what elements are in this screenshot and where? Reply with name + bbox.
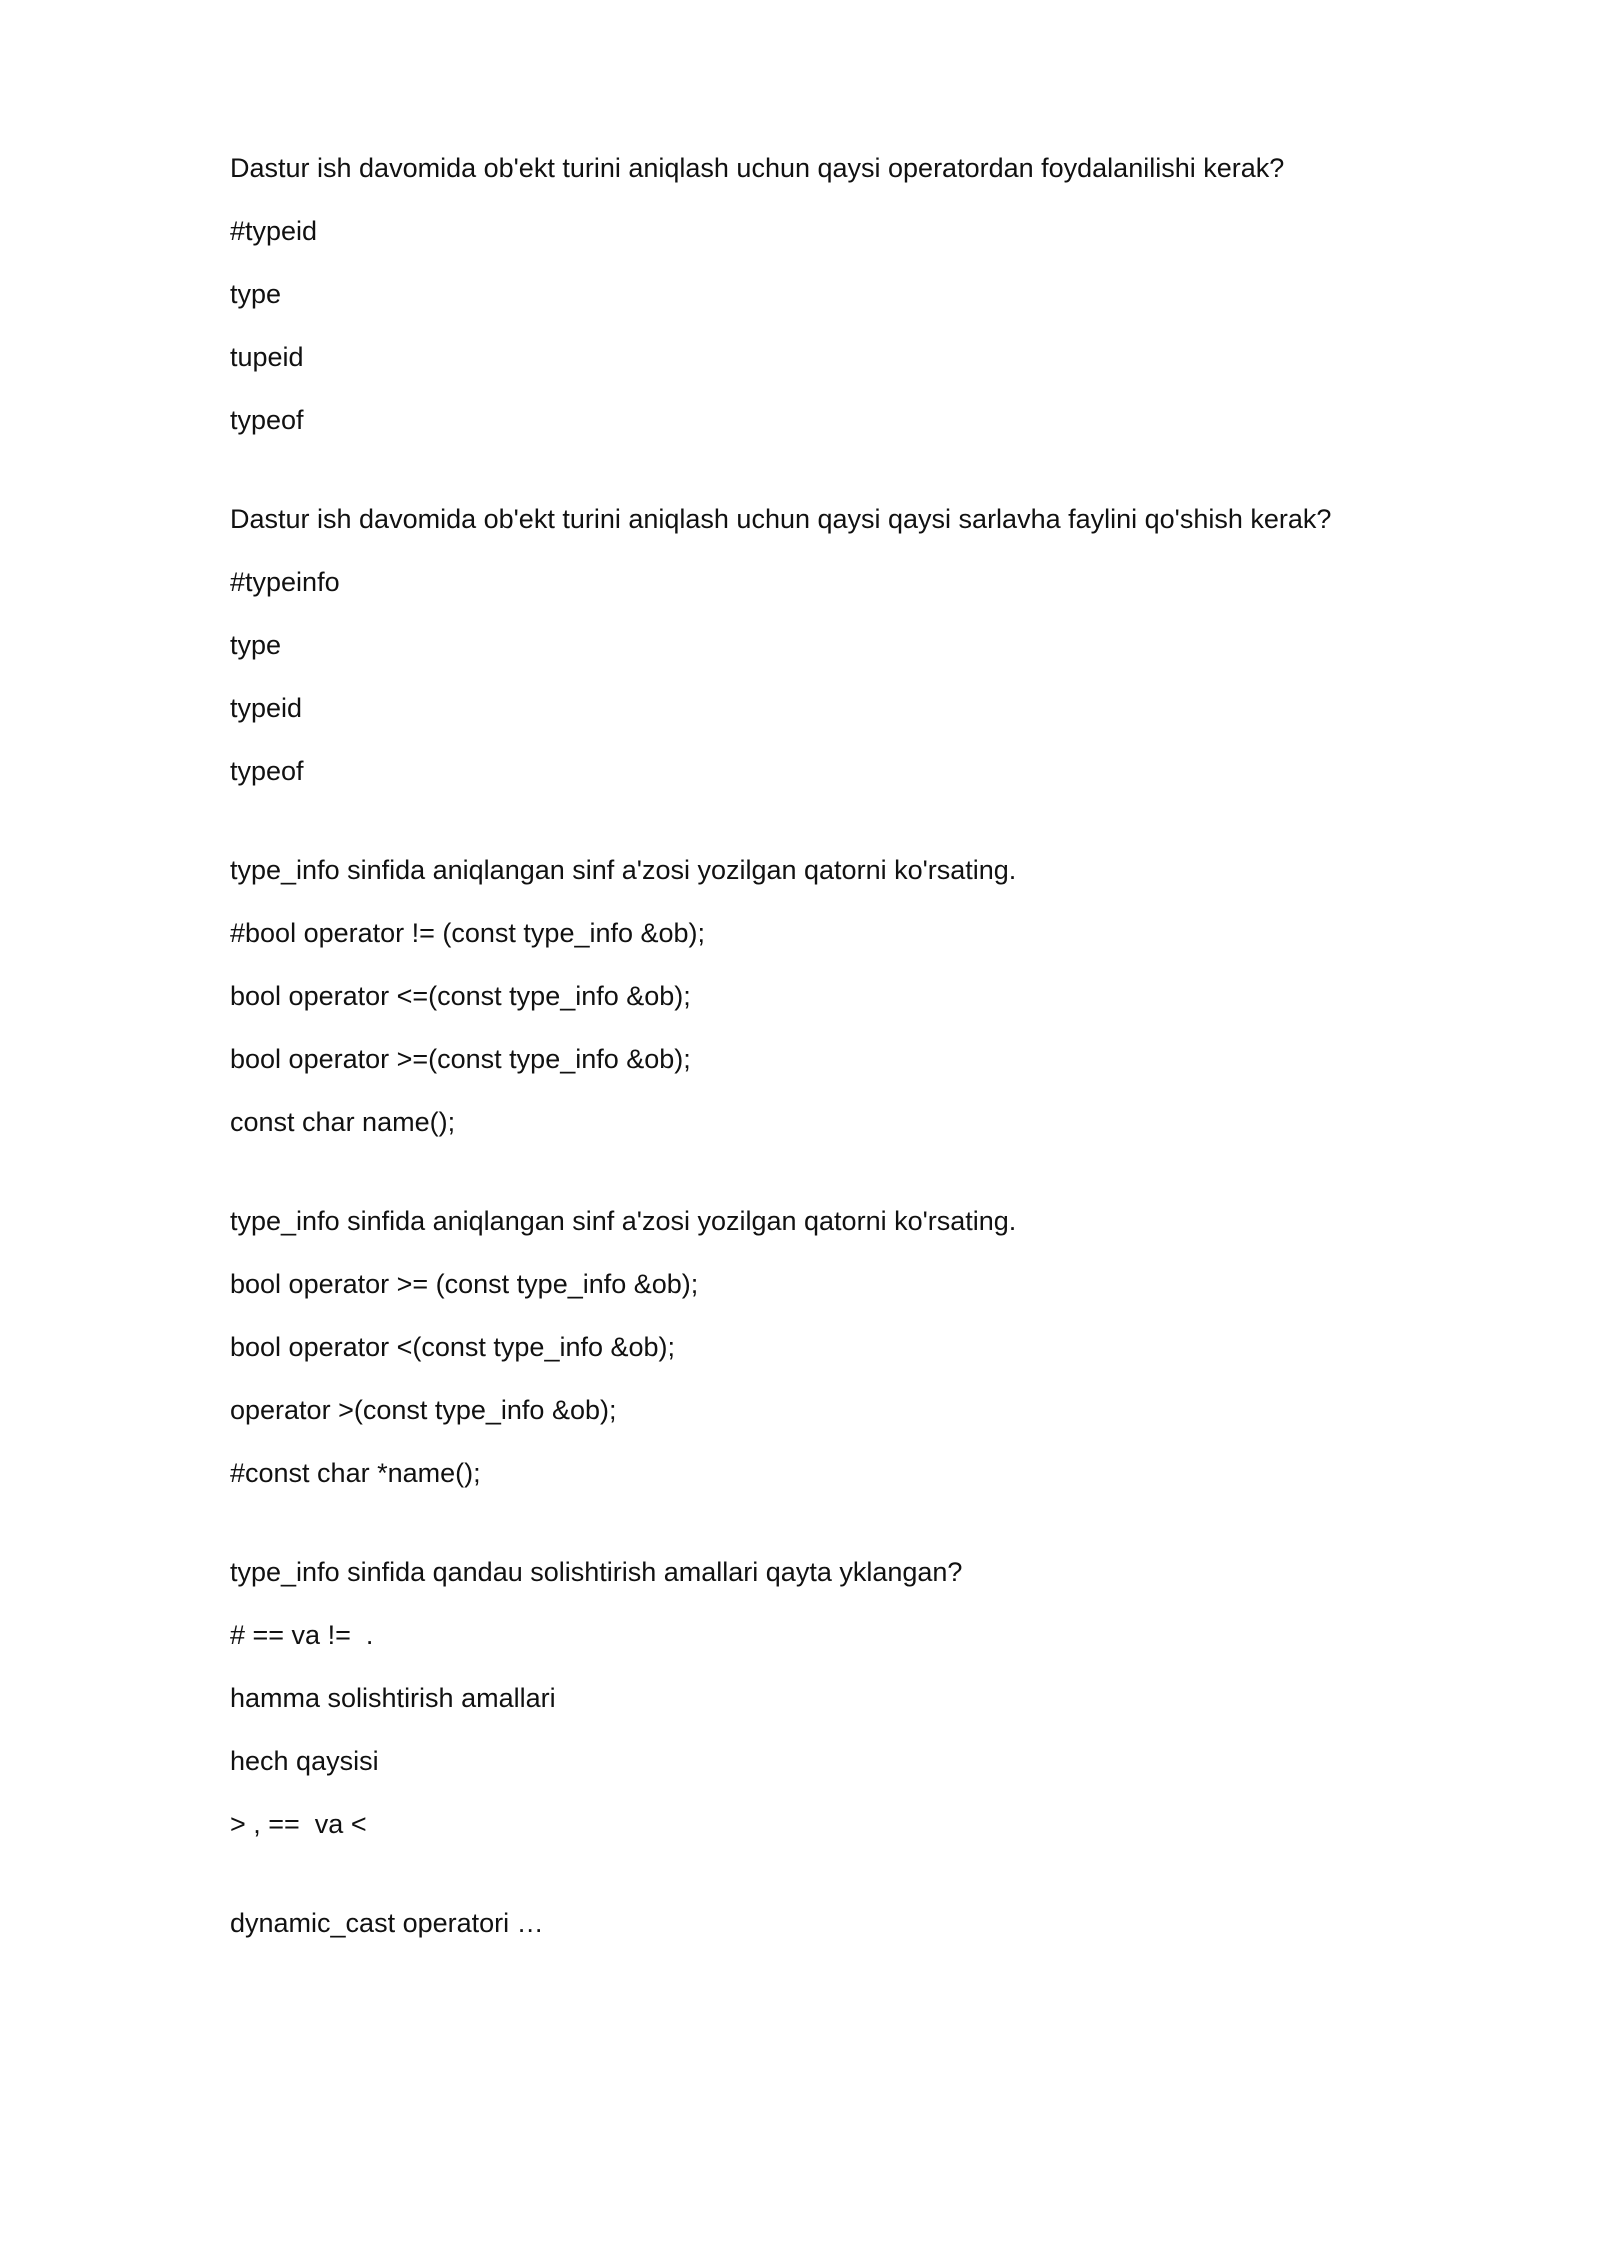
- answer-option: hamma solishtirish amallari: [230, 1683, 556, 1713]
- question-block-5: [230, 1554, 1430, 1842]
- answer-option: type: [230, 630, 282, 660]
- document-content: [230, 150, 1430, 1968]
- answer-option: # == va != .: [230, 1620, 374, 1650]
- question-block-6: [230, 1905, 1430, 1941]
- answer-option: typeid: [230, 693, 303, 723]
- answer-option: tupeid: [230, 342, 304, 372]
- answer-option: typeof: [230, 405, 304, 435]
- answer-option: bool operator >=(const type_info &ob);: [230, 1044, 691, 1074]
- question-block-4: [230, 1203, 1430, 1491]
- answer-option: hech qaysisi: [230, 1746, 379, 1776]
- answer-option: #typeinfo: [230, 567, 340, 597]
- answer-option: #bool operator != (const type_info &ob);: [230, 918, 706, 948]
- question-text: type_info sinfida aniqlangan sinf a'zosi yozilgan qatorni ko'rsating.: [230, 855, 1017, 885]
- question-block-2: [230, 501, 1430, 789]
- answer-option: type: [230, 279, 282, 309]
- question-text: type_info sinfida aniqlangan sinf a'zosi yozilgan qatorni ko'rsating.: [230, 1206, 1017, 1236]
- answer-option: #const char *name();: [230, 1458, 481, 1488]
- answer-option: bool operator <=(const type_info &ob);: [230, 981, 691, 1011]
- question-text: Dastur ish davomida ob'ekt turini aniqlash uchun qaysi qaysi sarlavha faylini qo'shish kerak?: [230, 504, 1332, 534]
- question-text: dynamic_cast operatori …: [230, 1908, 544, 1938]
- answer-option: #typeid: [230, 216, 318, 246]
- question-text: Dastur ish davomida ob'ekt turini aniqlash uchun qaysi operatordan foydalanilishi kerak?: [230, 153, 1285, 183]
- answer-option: typeof: [230, 756, 304, 786]
- answer-option: bool operator <(const type_info &ob);: [230, 1332, 676, 1362]
- question-block-3: [230, 852, 1430, 1140]
- answer-option: bool operator >= (const type_info &ob);: [230, 1269, 699, 1299]
- question-text: type_info sinfida qandau solishtirish amallari qayta yklangan?: [230, 1557, 963, 1587]
- question-block-1: [230, 150, 1430, 438]
- answer-option: const char name();: [230, 1107, 456, 1137]
- answer-option: operator >(const type_info &ob);: [230, 1395, 617, 1425]
- answer-option: > , == va <: [230, 1809, 367, 1839]
